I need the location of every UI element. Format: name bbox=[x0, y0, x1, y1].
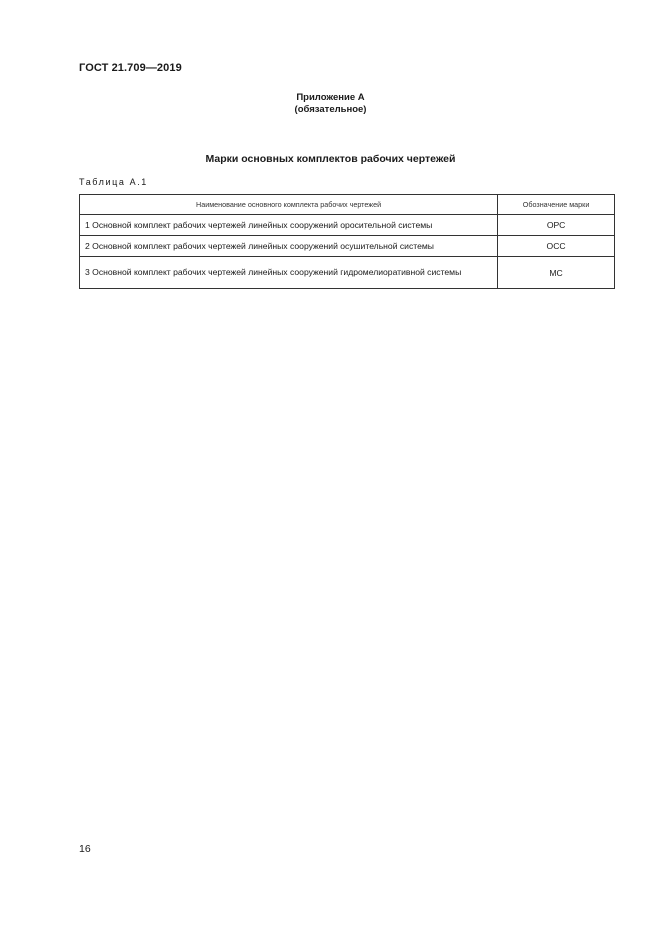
row-name-cell: 3 Основной комплект рабочих чертежей линейных сооружений гидромелиоративной системы bbox=[80, 257, 498, 289]
appendix-status: (обязательное) bbox=[294, 104, 367, 115]
section-title: Марки основных комплектов рабочих чертежей bbox=[205, 153, 456, 165]
marks-table bbox=[79, 194, 615, 289]
table-row bbox=[80, 215, 615, 236]
row-mark-cell: ОРС bbox=[498, 215, 615, 236]
appendix-heading bbox=[0, 92, 661, 116]
document-code: ГОСТ 21.709—2019 bbox=[79, 62, 182, 74]
appendix-title: Приложение А bbox=[296, 92, 365, 103]
row-name-cell: 1 Основной комплект рабочих чертежей линейных сооружений оросительной системы bbox=[80, 215, 498, 236]
column-header-name: Наименование основного комплекта рабочих чертежей bbox=[80, 195, 498, 215]
table-row bbox=[80, 257, 615, 289]
table-row bbox=[80, 236, 615, 257]
row-mark-cell: МС bbox=[498, 257, 615, 289]
table-label: Таблица А.1 bbox=[79, 177, 148, 187]
row-mark-cell: ОСС bbox=[498, 236, 615, 257]
table-header-row bbox=[80, 195, 615, 215]
column-header-mark: Обозначение марки bbox=[498, 195, 615, 215]
row-name-cell: 2 Основной комплект рабочих чертежей линейных сооружений осушительной системы bbox=[80, 236, 498, 257]
page-number: 16 bbox=[79, 843, 91, 855]
